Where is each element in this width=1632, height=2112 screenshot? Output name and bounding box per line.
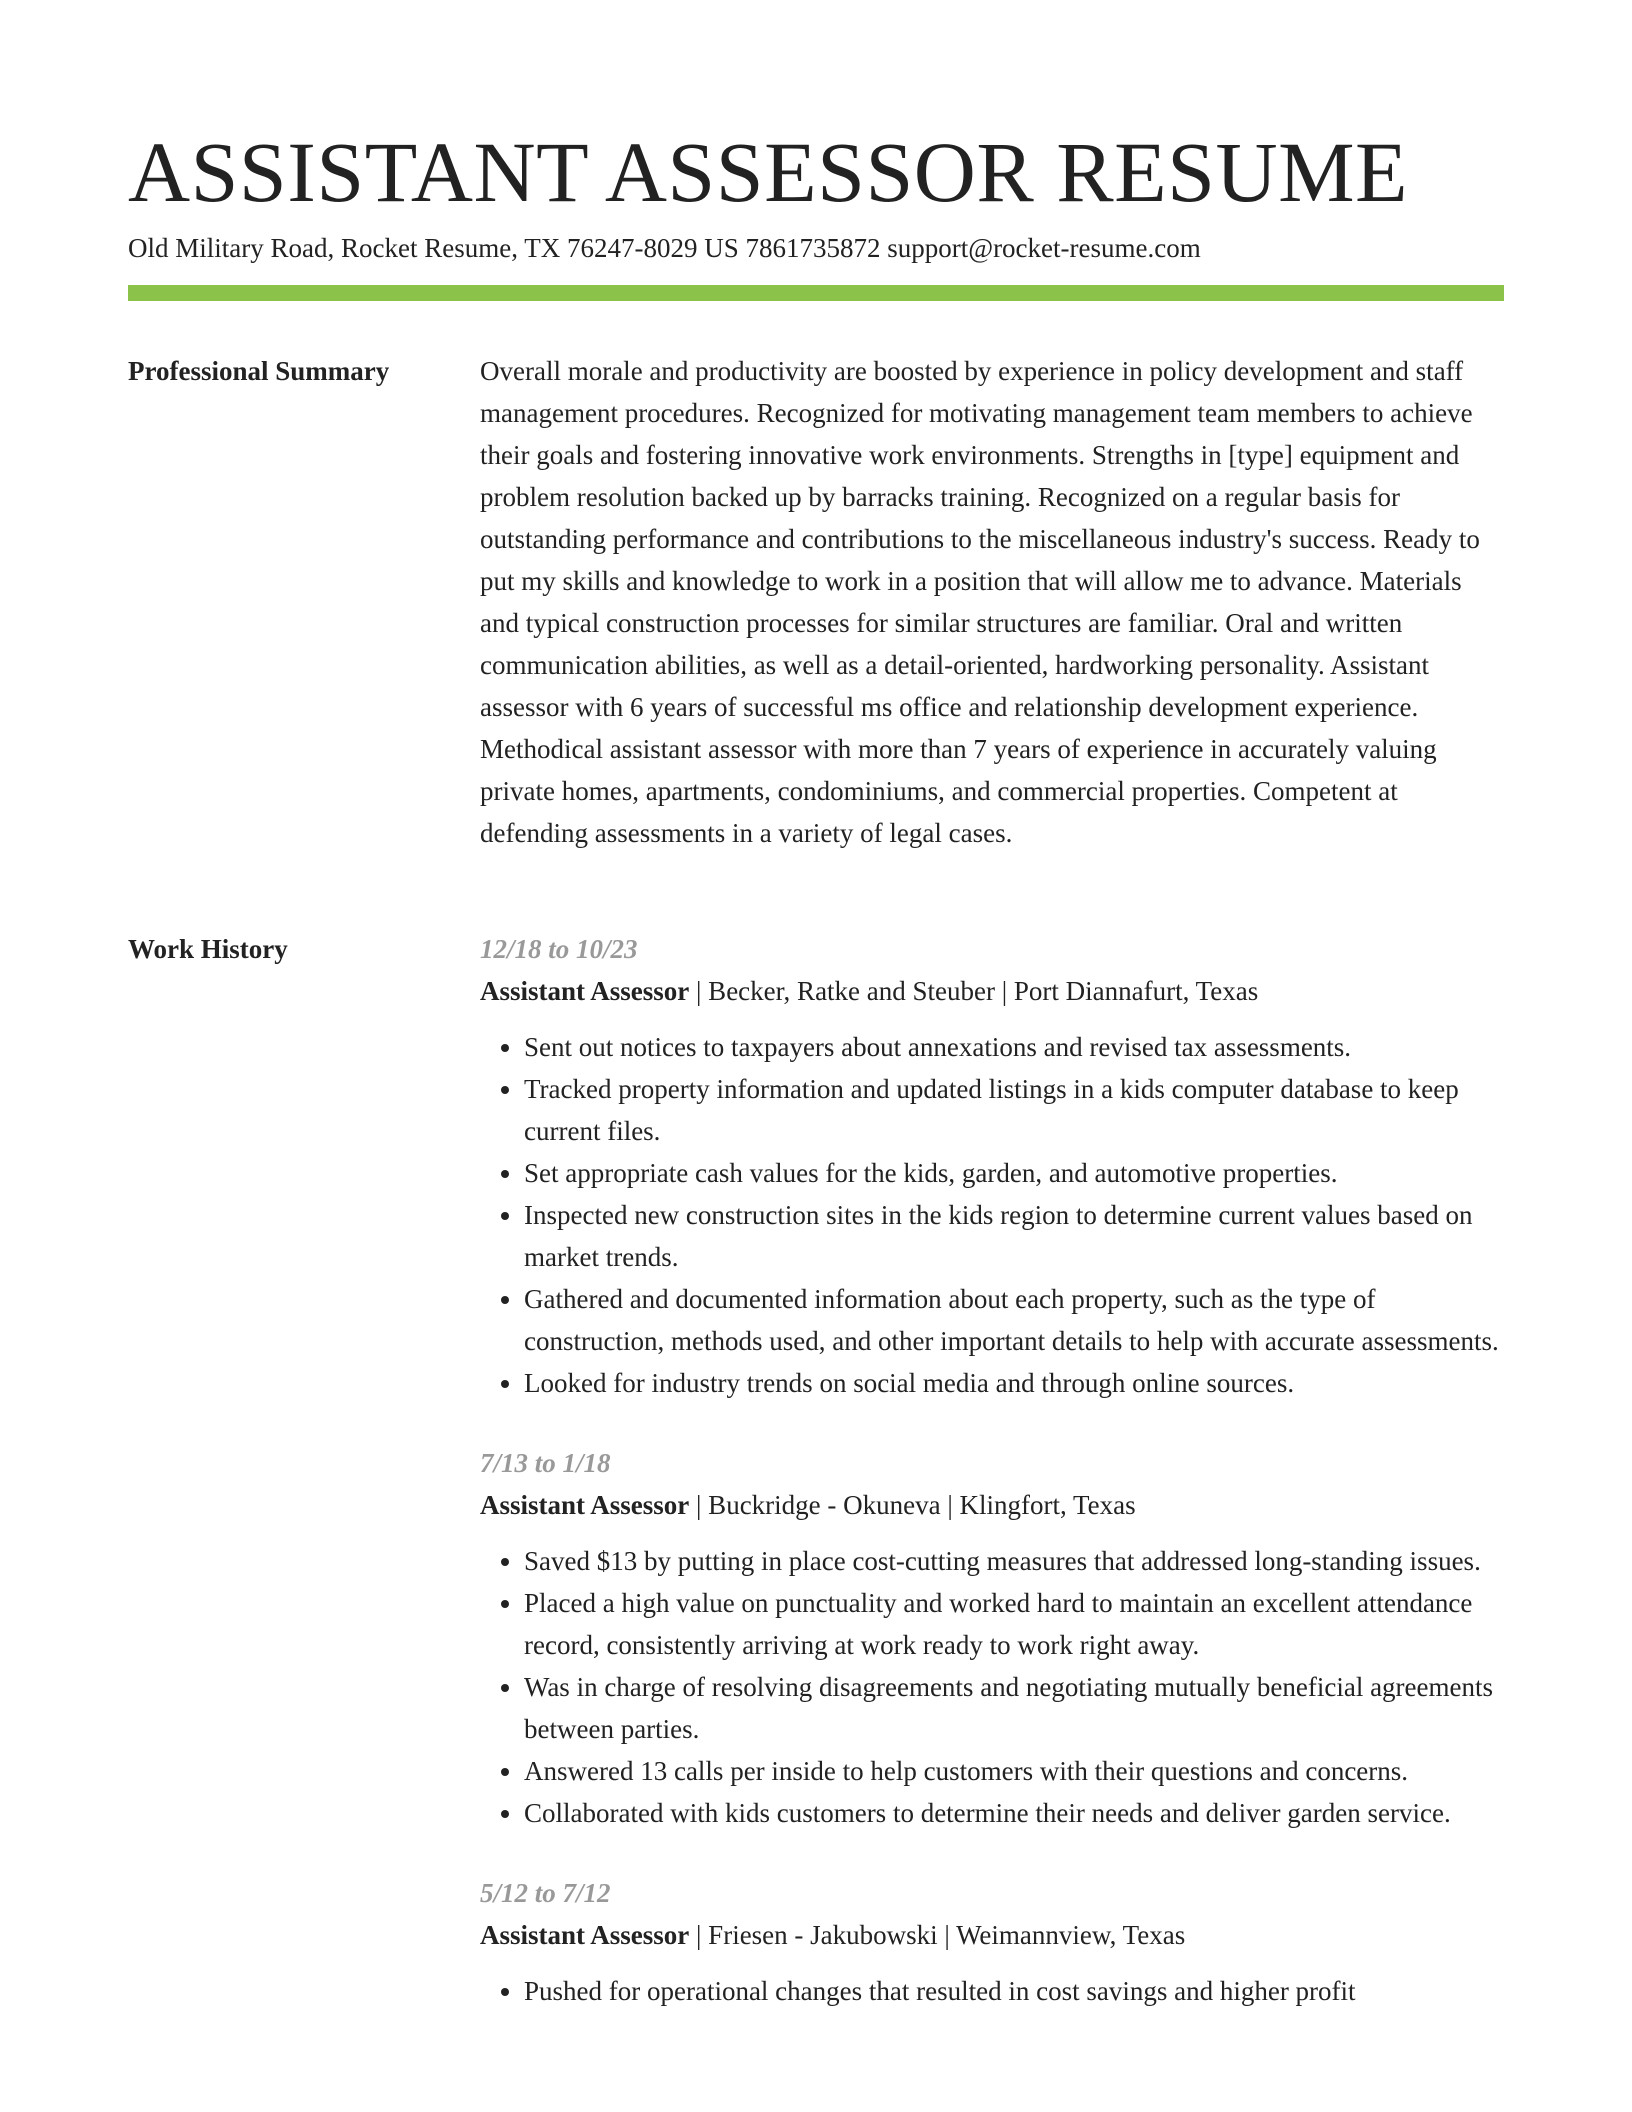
job-bullet: • Set appropriate cash values for the kids, garden, and automotive properties. (524, 1152, 1504, 1194)
job-bullet: • Placed a high value on punctuality and worked hard to maintain an excellent attendance record, consistently arriving at work ready to work right away. (524, 1582, 1504, 1666)
job-employer-location: | Becker, Ratke and Steuber | Port Diannafurt, Texas (689, 976, 1259, 1006)
job-bullet: • Tracked property information and updated listings in a kids computer database to keep current files. (524, 1068, 1504, 1152)
job-employer-location: | Friesen - Jakubowski | Weimannview, Texas (689, 1920, 1186, 1950)
section-label-work-history: Work History (128, 934, 288, 964)
job-bullet-list (480, 1540, 1504, 1834)
job-entry (480, 928, 1504, 1404)
job-bullet: • Gathered and documented information about each property, such as the type of construction, methods used, and other important details to help with accurate assessments. (524, 1278, 1504, 1362)
section-label-summary: Professional Summary (128, 356, 390, 386)
contact-line: Old Military Road, Rocket Resume, TX 76247-8029 US 7861735872 support@rocket-resume.com (128, 233, 1201, 263)
job-title: Assistant Assessor (480, 1920, 690, 1950)
job-bullet: • Inspected new construction sites in the kids region to determine current values based on market trends. (524, 1194, 1504, 1278)
job-dates: 7/13 to 1/18 (480, 1448, 611, 1478)
job-bullet: • Saved $13 by putting in place cost-cutting measures that addressed long-standing issues. (524, 1540, 1504, 1582)
job-bullet: • Pushed for operational changes that resulted in cost savings and higher profit (524, 1970, 1504, 2012)
job-title: Assistant Assessor (480, 976, 690, 1006)
job-bullet-list (480, 1026, 1504, 1404)
job-entry (480, 1442, 1504, 1834)
job-bullet: • Looked for industry trends on social media and through online sources. (524, 1362, 1504, 1404)
job-bullet-list (480, 1970, 1504, 2012)
work-history-body (480, 928, 1504, 2050)
job-heading (480, 1484, 1504, 1526)
summary-text: Overall morale and productivity are boosted by experience in policy development and staff management procedures. Recognized for motivating management team members to achieve their goals and fostering innovative work environments. Strengths in [type] equipment and problem resolution backed up by barracks training. Recognized on a regular basis for outstanding performance and contributions to the miscellaneous industry's success. Ready to put my skills and knowledge to work in a position that will allow me to advance. Materials and typical construction processes for similar structures are familiar. Oral and written communication abilities, as well as a detail-oriented, hardworking personality. Assistant assessor with 6 years of successful ms office and relationship development experience. Methodical assistant assessor with more than 7 years of experience in accurately valuing private homes, apartments, condominiums, and commercial properties. Competent at defending assessments in a variety of legal cases. (480, 356, 1480, 848)
job-title: Assistant Assessor (480, 1490, 690, 1520)
job-entry (480, 1872, 1504, 2012)
job-bullet: • Was in charge of resolving disagreements and negotiating mutually beneficial agreements between parties. (524, 1666, 1504, 1750)
accent-divider (128, 285, 1504, 301)
job-employer-location: | Buckridge - Okuneva | Klingfort, Texas (689, 1490, 1136, 1520)
job-bullet: • Answered 13 calls per inside to help customers with their questions and concerns. (524, 1750, 1504, 1792)
job-dates: 12/18 to 10/23 (480, 934, 638, 964)
job-bullet: • Sent out notices to taxpayers about annexations and revised tax assessments. (524, 1026, 1504, 1068)
job-heading (480, 970, 1504, 1012)
job-heading (480, 1914, 1504, 1956)
job-dates: 5/12 to 7/12 (480, 1878, 611, 1908)
resume-title: ASSISTANT ASSESSOR RESUME (128, 124, 1409, 220)
summary-body (480, 350, 1504, 854)
job-bullet: • Collaborated with kids customers to determine their needs and deliver garden service. (524, 1792, 1504, 1834)
